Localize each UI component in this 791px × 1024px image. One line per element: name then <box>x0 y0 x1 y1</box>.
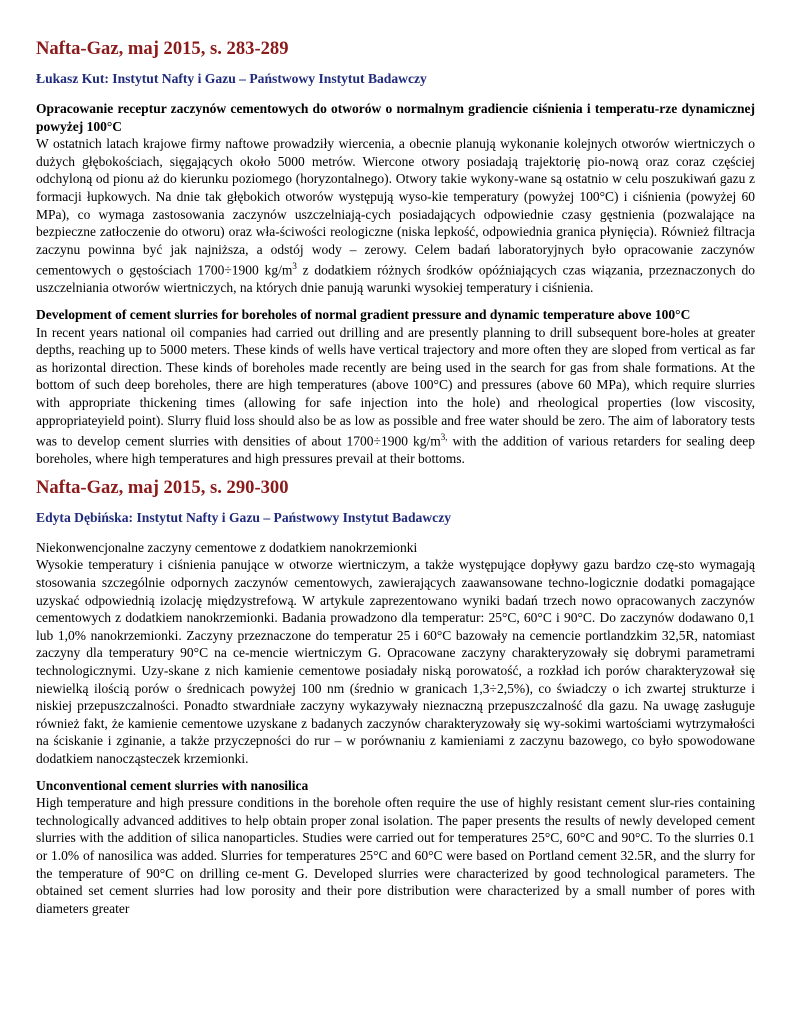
superscript: 3, <box>440 432 448 443</box>
article-1-pl-heading: Opracowanie receptur zaczynów cementowych do otworów o normalnym gradiencie ciśnienia i temperatu-rze dynamicznej powyżej 100°C <box>36 101 755 134</box>
article-2-pl-abstract: Wysokie temperatury i ciśnienia panujące w otworze wiertniczym, a także występujące dopływy gazu bardzo czę-sto wymagają stosowania szczególnie odpornych zaczynów cementowych, zawierających zaawansowane techno-logicznie dodatki pomagające uzyskać odpowiednią izolację międzystrefową. W artykule zaprezentowano wyniki badań trzech nowo opracowanych zaczynów cementowych z dodatkiem nanokrzemionki. Badania prowadzono dla temperatur: 25°C, 60°C i 90°C. Do zaczynów dodawano 0,1 lub 1,0% nanokrzemionki. Zaczyny przeznaczone do temperatur 25 i 60°C bazowały na cemencie portlandzkim 32,5R, natomiast zaczyny dla temperatury 90°C na ce-mencie wiertniczym G. Opracowane zaczyny charakteryzowały się dobrymi parametrami technologicznymi. Uzy-skane z nich kamienie cementowe posiadały niską porowatość, a rozkład ich porów charakteryzował się niewielką ilością porów o średnicach powyżej 100 nm (średnio w granicach 1,3÷2,5%), co świadczy o ich zwartej strukturze i niskiej przepuszczalności. Ponadto stwardniałe zaczyny wykazywały nieznaczną przepuszczalność dla gazu. Na uwagę zasługuje również fakt, że kamienie cementowe uzyskane z badanych zaczynów charakteryzowały się wy-sokimi wartościami wytrzymałości na ściskanie i zginanie, a także przyczepności do rur – w porównaniu z kamieniami z zaczynu bazowego, co było spowodowane dodatkiem nanocząsteczek krzemionki. <box>36 557 755 766</box>
article-1-en-abstract-text-end: with the addition of various retarders for sealing deep boreholes, where high temperatures and high pressures prevail at their bottoms. <box>36 433 756 467</box>
article-1-pl-abstract <box>36 135 755 297</box>
article-2 <box>36 477 755 917</box>
article-1-author: Łukasz Kut: Instytut Nafty i Gazu – Państwowy Instytut Badawczy <box>36 71 427 86</box>
superscript: 3 <box>292 261 297 272</box>
article-2-title: Nafta-Gaz, maj 2015, s. 290-300 <box>36 476 289 498</box>
article-1-en-abstract <box>36 324 755 468</box>
article-2-author: Edyta Dębińska: Instytut Nafty i Gazu – Państwowy Instytut Badawczy <box>36 509 452 525</box>
document-page <box>36 38 755 926</box>
article-2-pl-heading: Niekonwencjonalne zaczyny cementowe z dodatkiem nanokrzemionki <box>36 539 418 555</box>
article-1-pl-abstract-text: W ostatnich latach krajowe firmy naftowe prowadziły wiercenia, a obecnie planują wykonanie kolejnych otworów wiertniczych o dużych głębokościach, sięgających około 5000 metrów. Wiercone otwory posiadają trajektorię pio-nową oraz coraz częściej odchyloną od pionu aż do kierunku poziomego (horyzontalnego). Otwory takie wykony-wane są ostatnio w celu poszukiwań gazu z formacji łupkowych. Na dnie tak głębokich otworów występują wyso-kie temperatury (powyżej 100°C) i ciśnienia (powyżej 60 MPa), co wymaga zastosowania zaczynów uszczelniają-cych posiadających odpowiednie czasy gęstnienia (pozwalające na bezpieczne zatłoczenie do otworu) oraz wła-ściwości reologiczne (niska lepkość, odpowiednia granica płynięcia). Również filtracja zaczynu powinna być jak najniższa, a odstój wody – zerowy. Celem badań laboratoryjnych było opracowanie zaczynów cementowych o gęstościach 1700÷1900 kg/m <box>36 136 755 278</box>
article-2-en-heading: Unconventional cement slurries with nanosilica <box>36 777 309 793</box>
article-1 <box>36 38 755 468</box>
article-2-en-abstract: High temperature and high pressure conditions in the borehole often require the use of highly resistant cement slur-ries containing technologically advanced additives to help obtain proper zonal isolation. The paper presents the results of newly developed cement slurries with the addition of silica nanoparticles. Studies were carried out for temperatures 25°C, 60°C and 90°C. To the slurries 0.1 or 1.0% of nanosilica was added. Slurries for temperatures 25°C and 60°C were based on Portland cement 32.5R, and the slurry for the temperature of 90°C on drilling ce-ment G. Developed slurries were characterized by good technological parameters. The obtained set cement slurries had low porosity and their pore distribution were characterized by a small number of pores with diameters greater <box>36 795 755 916</box>
article-1-en-heading: Development of cement slurries for boreholes of normal gradient pressure and dynamic temperature above 100°C <box>36 307 691 323</box>
article-1-title: Nafta-Gaz, maj 2015, s. 283-289 <box>36 38 289 59</box>
article-1-en-abstract-text: In recent years national oil companies had carried out drilling and are presently planning to drill subsequent bore-holes at greater depths, reaching up to 5000 meters. These kinds of wells have vertical trajectory and more often they are sloped from vertical as far as horizontal direction. These kinds of boreholes made recently are being used in the search for gas from shale formations. At the bottom of such deep boreholes, there are high temperatures (above 100°C) and pressures (above 60 MPa), which require slurries with appropriate thickening times (allowing for safe injection into the hole) and rheological properties (low viscosity, appropriateyield point). Slurry fluid loss should also be as low as possible and free water should be zero. The aim of laboratory tests was to develop cement slurries with densities of about 1700÷1900 kg/m <box>36 324 755 449</box>
article-1-pl-abstract-text-end: z dodatkiem różnych środków opóźniających czas wiązania, przeznaczonych do uszczelniania otworów wiertniczych, na których dnie panują warunki wysokiej temperatury i ciśnienia. <box>36 262 755 296</box>
